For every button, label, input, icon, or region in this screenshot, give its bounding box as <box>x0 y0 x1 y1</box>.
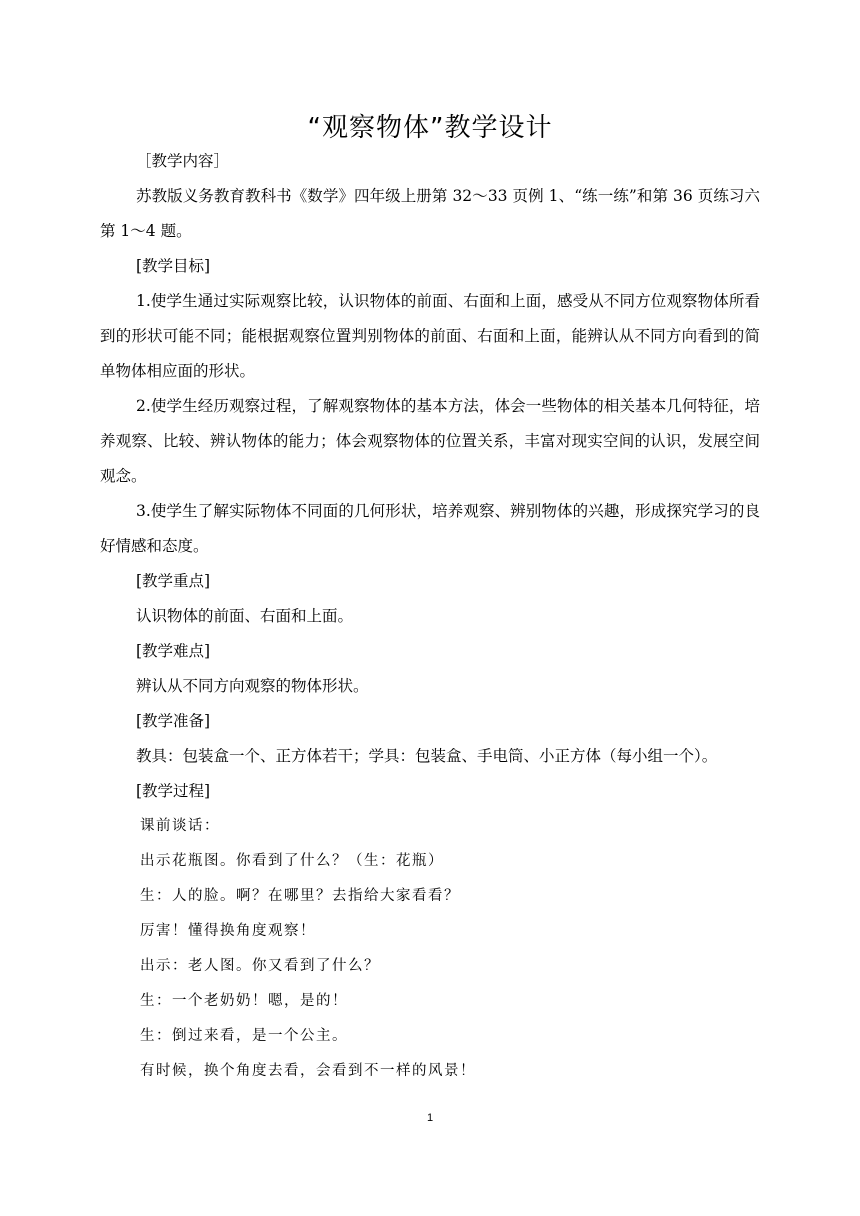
section-heading-difficulty: [教学难点] <box>136 642 211 660</box>
dialogue-line: 生：一个老奶奶！嗯，是的！ <box>140 993 348 1009</box>
content-paragraph: 苏教版义务教育教科书《数学》四年级上册第 32～33 页例 1、“练一练”和第 36 页练习六第 1～4 题。 <box>100 187 760 240</box>
preparation-paragraph: 教具：包装盒一个、正方体若干；学具：包装盒、手电筒、小正方体（每小组一个）。 <box>136 747 718 765</box>
section-heading-key-points: [教学重点] <box>136 572 211 590</box>
goal-paragraph-3: 3.使学生了解实际物体不同面的几何形状，培养观察、辨别物体的兴趣，形成探究学习的良好情感和态度。 <box>100 502 760 555</box>
difficulty-paragraph: 辨认从不同方向观察的物体形状。 <box>136 677 369 695</box>
document-title: “观察物体”教学设计 <box>307 113 553 143</box>
page-number: 1 <box>426 1112 434 1124</box>
section-heading-content: ［教学内容］ <box>136 152 230 170</box>
section-heading-goals: [教学目标] <box>136 257 211 275</box>
dialogue-line: 生：人的脸。啊？在哪里？去指给大家看看？ <box>140 888 460 904</box>
dialogue-line: 出示花瓶图。你看到了什么？（生：花瓶） <box>140 853 444 869</box>
dialogue-line: 生：倒过来看，是一个公主。 <box>140 1028 348 1044</box>
dialogue-line: 课前谈话： <box>140 818 220 834</box>
section-heading-process: [教学过程] <box>136 782 211 800</box>
document-body <box>100 144 760 1089</box>
dialogue-line: 出示：老人图。你又看到了什么？ <box>140 958 380 974</box>
goal-paragraph-2: 2.使学生经历观察过程，了解观察物体的基本方法，体会一些物体的相关基本几何特征，培养观察、比较、辨认物体的能力；体会观察物体的位置关系，丰富对现实空间的认识，发展空间观念。 <box>100 397 760 485</box>
dialogue-line: 厉害！懂得换角度观察！ <box>140 923 316 939</box>
key-points-paragraph: 认识物体的前面、右面和上面。 <box>136 607 354 625</box>
section-heading-preparation: [教学准备] <box>136 712 211 730</box>
goal-paragraph-1: 1.使学生通过实际观察比较，认识物体的前面、右面和上面，感受从不同方位观察物体所看到的形状可能不同；能根据观察位置判别物体的前面、右面和上面，能辨认从不同方向看到的简单物体相应面的形状。 <box>100 292 760 380</box>
dialogue-line: 有时候，换个角度去看，会看到不一样的风景！ <box>140 1063 476 1079</box>
